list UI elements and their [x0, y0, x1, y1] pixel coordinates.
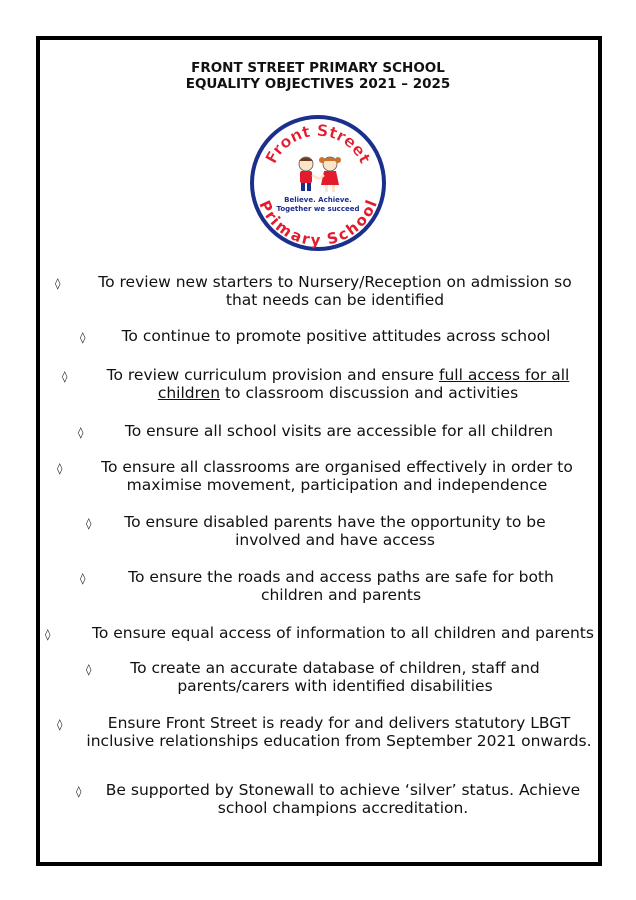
objective-line: To ensure the roads and access paths are safe for both — [128, 568, 554, 586]
diamond-bullet-icon: ◊ — [76, 785, 82, 798]
objective-line: To continue to promote positive attitudes across school — [121, 327, 551, 345]
objective-item — [70, 273, 600, 309]
objective-line: children to classroom discussion and activities — [157, 384, 519, 402]
objective-item — [66, 714, 612, 750]
objective-item — [58, 624, 628, 642]
objective-item — [94, 422, 584, 440]
objective-line: To ensure all school visits are accessible for all children — [124, 422, 554, 440]
objective-line: To ensure all classrooms are organised effectively in order to — [101, 458, 573, 476]
objective-item — [100, 513, 570, 549]
objective-line: To review new starters to Nursery/Reception on admission so — [98, 273, 572, 291]
document-title-heading: EQUALITY OBJECTIVES 2021 – 2025 — [185, 76, 451, 92]
school-logo — [249, 114, 387, 252]
diamond-bullet-icon: ◊ — [55, 277, 61, 290]
diamond-bullet-icon: ◊ — [80, 331, 86, 344]
diamond-bullet-icon: ◊ — [78, 426, 84, 439]
diamond-bullet-icon: ◊ — [86, 663, 92, 676]
objective-item — [96, 327, 576, 345]
logo-bottom-text: Primary School — [255, 197, 381, 250]
objective-item — [96, 568, 586, 604]
objective-line: involved and have access — [235, 531, 435, 549]
objective-line: Ensure Front Street is ready for and delivers statutory LBGT — [107, 714, 571, 732]
underlined-phrase: children — [157, 384, 221, 402]
objective-line: To review curriculum provision and ensure full access for all — [106, 366, 570, 384]
objective-item — [72, 458, 602, 494]
objective-line: To ensure equal access of information to all children and parents — [92, 624, 594, 642]
diamond-bullet-icon: ◊ — [57, 462, 63, 475]
underlined-phrase: full access for all — [439, 366, 570, 384]
diamond-bullet-icon: ◊ — [45, 628, 51, 641]
objective-line: To ensure disabled parents have the opportunity to be — [124, 513, 546, 531]
objective-line: that needs can be identified — [225, 291, 445, 309]
diamond-bullet-icon: ◊ — [86, 517, 92, 530]
objective-line: To create an accurate database of children, staff and — [130, 659, 540, 677]
objective-item — [78, 366, 598, 402]
logo-motto-line2: Together we succeed — [276, 205, 360, 213]
objective-item — [100, 659, 570, 695]
objective-line: Be supported by Stonewall to achieve ‘silver’ status. Achieve — [105, 781, 581, 799]
objective-line: school champions accreditation. — [217, 799, 469, 817]
diamond-bullet-icon: ◊ — [57, 718, 63, 731]
diamond-bullet-icon: ◊ — [80, 572, 86, 585]
school-name-heading: FRONT STREET PRIMARY SCHOOL — [191, 60, 445, 76]
logo-top-text: Front Street — [261, 120, 375, 167]
objective-line: maximise movement, participation and independence — [126, 476, 548, 494]
objective-line: inclusive relationships education from September 2021 onwards. — [86, 732, 592, 750]
logo-motto-line1: Believe. Achieve. — [284, 196, 352, 204]
diamond-bullet-icon: ◊ — [62, 370, 68, 383]
objective-line: children and parents — [260, 586, 422, 604]
objective-item — [96, 781, 590, 817]
objective-line: parents/carers with identified disabilities — [177, 677, 493, 695]
